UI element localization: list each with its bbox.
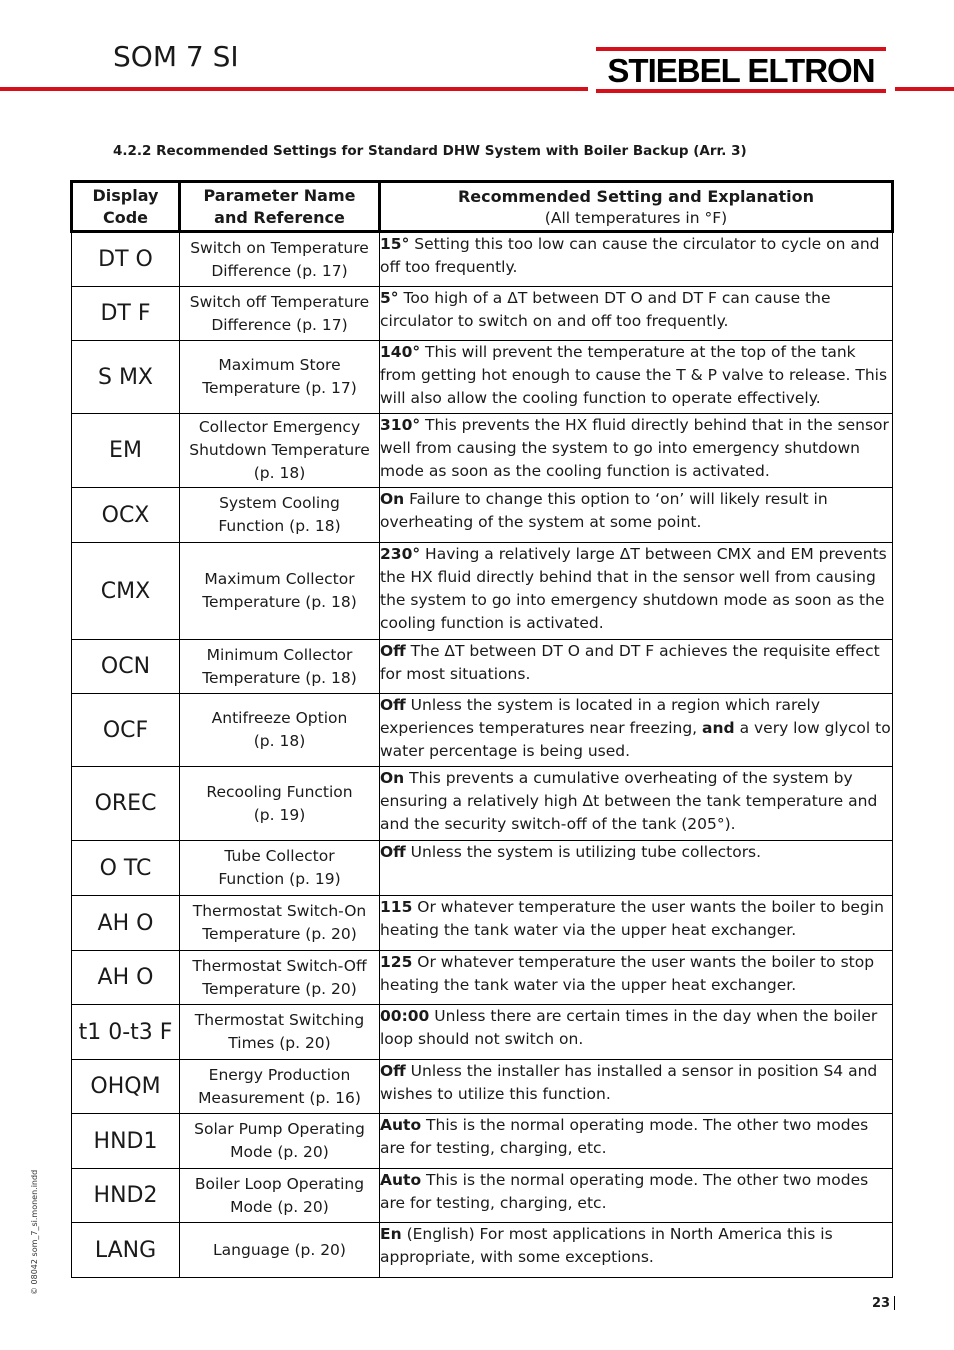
header-code-line2: Code: [102, 207, 149, 227]
setting-explanation: Unless the system is utilizing tube collectors.: [410, 843, 762, 861]
settings-table: [70, 180, 894, 1278]
setting-explanation: Or whatever temperature the user wants the boiler to stop heating the tank water via the upper heat exchanger.: [380, 953, 875, 994]
parameter-line: Times (p. 20): [228, 1034, 331, 1052]
setting-explanation: This is the normal operating mode. The other two modes are for testing, charging, etc.: [380, 1171, 869, 1212]
parameter-name: [180, 488, 380, 543]
header-parameter: [180, 182, 380, 232]
setting-value: 00:00: [380, 1007, 430, 1025]
table-row: [72, 896, 893, 951]
setting-value: Off: [380, 843, 406, 861]
table-row: [72, 841, 893, 896]
page-number-bar: [894, 1296, 895, 1310]
parameter-line: (p. 18): [253, 464, 306, 482]
setting-explanation: This will prevent the temperature at the top of the tank from getting hot enough to cause the T & P valve to release. This will also allow the cooling function to operate effectively.: [380, 343, 888, 407]
header-param-line2: and Reference: [214, 207, 345, 227]
setting-value: Off: [380, 696, 406, 714]
header-rule-right: [895, 87, 954, 91]
brand-logo-text: STIEBEL ELTRON: [607, 51, 875, 89]
header-param-line1: Parameter Name: [203, 185, 356, 205]
parameter-line: Thermostat Switch-On: [192, 902, 367, 920]
table-row: [72, 488, 893, 543]
parameter-line: Difference (p. 17): [211, 261, 348, 280]
recommended-setting: [380, 287, 893, 341]
display-code: DT O: [72, 232, 180, 287]
recommended-setting: [380, 488, 893, 543]
display-code: AH O: [72, 896, 180, 951]
parameter-name: [180, 1005, 380, 1060]
display-code: OHQM: [72, 1060, 180, 1114]
display-code: OCN: [72, 640, 180, 694]
recommended-setting: [380, 767, 893, 841]
setting-explanation: Having a relatively large ΔT between CMX and EM prevents the HX fluid directly behind that in the sensor well from causing the system to go into emergency shutdown mode as soon as the cooling function is activated.: [380, 545, 887, 632]
header-expl-line2: (All temperatures in °F): [544, 208, 728, 227]
parameter-line: Switch on Temperature: [190, 238, 369, 257]
setting-value: 5°: [380, 289, 399, 307]
display-code: AH O: [72, 951, 180, 1005]
parameter-line: (p. 18): [253, 732, 306, 750]
setting-value: 15°: [380, 235, 410, 253]
parameter-name: [180, 951, 380, 1005]
display-code: O TC: [72, 841, 180, 896]
file-reference-text: © 08042 som_7_si.monen.indd: [30, 1169, 39, 1295]
display-code: HND1: [72, 1114, 180, 1169]
parameter-name: [180, 767, 380, 841]
parameter-name: [180, 543, 380, 640]
setting-explanation-cont: a very low glycol to water percentage is being used.: [380, 719, 891, 760]
section-title: 4.2.2 Recommended Settings for Standard DHW System with Boiler Backup (Arr. 3): [113, 143, 747, 159]
brand-logo: [596, 47, 886, 93]
parameter-line: Measurement (p. 16): [198, 1088, 361, 1107]
parameter-name: [180, 841, 380, 896]
recommended-setting: [380, 1005, 893, 1060]
table-row: [72, 951, 893, 1005]
parameter-line: Thermostat Switch-Off: [192, 956, 367, 975]
recommended-setting: [380, 341, 893, 414]
parameter-line: Energy Production: [208, 1065, 351, 1084]
recommended-setting: [380, 694, 893, 767]
setting-value: 115: [380, 898, 413, 916]
parameter-line: Mode (p. 20): [230, 1197, 329, 1216]
parameter-name: [180, 287, 380, 341]
header-rule-left: [0, 87, 588, 91]
setting-explanation: This prevents the HX fluid directly behind that in the sensor well from causing the system to go into emergency shutdown mode as soon as the cooling function is activated.: [380, 416, 889, 480]
setting-value: 140°: [380, 343, 421, 361]
parameter-line: Antifreeze Option: [211, 709, 348, 727]
parameter-line: Shutdown Temperature: [189, 441, 370, 459]
parameter-line: Solar Pump Operating: [194, 1120, 365, 1138]
recommended-setting: [380, 1223, 893, 1278]
table-row: [72, 1169, 893, 1223]
setting-explanation: Or whatever temperature the user wants the boiler to begin heating the tank water via the upper heat exchanger.: [380, 898, 884, 939]
setting-explanation: This prevents a cumulative overheating of the system by ensuring a relatively high Δt between the tank temperature and and the security switch-off of the tank (205°).: [380, 769, 878, 833]
setting-explanation: Too high of a ΔT between DT O and DT F can cause the circulator to switch on and off too frequently.: [380, 289, 831, 330]
table-row: [72, 232, 893, 287]
parameter-name: [180, 1223, 380, 1278]
setting-value: 125: [380, 953, 413, 971]
table-row: [72, 543, 893, 640]
parameter-line: Maximum Collector: [204, 570, 355, 588]
recommended-setting: [380, 640, 893, 694]
recommended-setting: [380, 1060, 893, 1114]
table-row: [72, 1005, 893, 1060]
recommended-setting: [380, 841, 893, 896]
setting-explanation: (English) For most applications in North America this is appropriate, with some exceptions.: [380, 1225, 833, 1266]
parameter-line: Temperature (p. 17): [202, 379, 357, 397]
display-code: CMX: [72, 543, 180, 640]
display-code: DT F: [72, 287, 180, 341]
parameter-name: [180, 232, 380, 287]
setting-value: On: [380, 490, 405, 508]
table-row: [72, 287, 893, 341]
table-row: [72, 414, 893, 488]
table-row: [72, 1060, 893, 1114]
display-code: EM: [72, 414, 180, 488]
display-code: OCF: [72, 694, 180, 767]
setting-value: 230°: [380, 545, 421, 563]
parameter-name: [180, 1060, 380, 1114]
recommended-setting: [380, 1114, 893, 1169]
display-code: LANG: [72, 1223, 180, 1278]
setting-explanation: Setting this too low can cause the circulator to cycle on and off too frequently.: [380, 235, 880, 276]
recommended-setting: [380, 951, 893, 1005]
display-code: HND2: [72, 1169, 180, 1223]
document-title: SOM 7 SI: [113, 40, 239, 73]
parameter-line: Mode (p. 20): [230, 1143, 329, 1161]
parameter-line: Temperature (p. 20): [202, 925, 357, 943]
table-row: [72, 640, 893, 694]
parameter-name: [180, 1114, 380, 1169]
parameter-line: System Cooling: [219, 494, 340, 512]
parameter-name: [180, 414, 380, 488]
parameter-line: Thermostat Switching: [194, 1011, 365, 1029]
setting-value: Auto: [380, 1171, 422, 1189]
setting-explanation: The ΔT between DT O and DT F achieves the requisite effect for most situations.: [380, 642, 880, 683]
table-row: [72, 1114, 893, 1169]
page-number: 23: [872, 1296, 891, 1311]
display-code: S MX: [72, 341, 180, 414]
parameter-line: Function (p. 19): [218, 870, 341, 888]
parameter-name: [180, 896, 380, 951]
parameter-line: Minimum Collector: [206, 645, 353, 664]
table-row: [72, 341, 893, 414]
header-code-line1: Display: [92, 185, 159, 205]
parameter-line: (p. 19): [253, 805, 306, 824]
parameter-name: [180, 640, 380, 694]
display-code: OCX: [72, 488, 180, 543]
table-row: [72, 1223, 893, 1278]
setting-explanation: Unless the installer has installed a sensor in position S4 and wishes to utilize this function.: [380, 1062, 878, 1103]
display-code: t1 0-t3 F: [72, 1005, 180, 1060]
recommended-setting: [380, 1169, 893, 1223]
table-header-row: [72, 182, 893, 232]
setting-value: Off: [380, 1062, 406, 1080]
parameter-name: [180, 694, 380, 767]
parameter-line: Switch off Temperature: [189, 292, 370, 311]
setting-value: Off: [380, 642, 406, 660]
parameter-name: [180, 1169, 380, 1223]
table-row: [72, 694, 893, 767]
header-explanation: [380, 182, 893, 232]
parameter-line: Temperature (p. 20): [202, 979, 357, 998]
parameter-line: Boiler Loop Operating: [194, 1174, 365, 1193]
setting-explanation: Unless the system is located in a region which rarely experiences temperatures near freezing,: [380, 696, 821, 737]
setting-explanation: Failure to change this option to ‘on’ will likely result in overheating of the system at some point.: [380, 490, 828, 531]
display-code: OREC: [72, 767, 180, 841]
parameter-name: [180, 341, 380, 414]
setting-value: En: [380, 1225, 402, 1243]
file-reference: [30, 1165, 40, 1295]
header-display-code: [72, 182, 180, 232]
recommended-setting: [380, 896, 893, 951]
parameter-line: Difference (p. 17): [211, 315, 348, 334]
parameter-line: Recooling Function: [206, 782, 353, 801]
parameter-line: Collector Emergency: [198, 418, 361, 436]
parameter-line: Temperature (p. 18): [202, 593, 357, 611]
parameter-line: Language (p. 20): [213, 1240, 346, 1259]
recommended-setting: [380, 414, 893, 488]
recommended-setting: [380, 543, 893, 640]
setting-explanation: This is the normal operating mode. The other two modes are for testing, charging, etc.: [380, 1116, 869, 1157]
setting-value: 310°: [380, 416, 421, 434]
parameter-line: Maximum Store: [218, 356, 341, 374]
setting-emphasis: and: [702, 719, 735, 737]
parameter-line: Temperature (p. 18): [202, 668, 357, 687]
setting-value: On: [380, 769, 405, 787]
header-expl-line1: Recommended Setting and Explanation: [457, 186, 815, 206]
parameter-line: Function (p. 18): [218, 517, 341, 535]
recommended-setting: [380, 232, 893, 287]
setting-explanation: Unless there are certain times in the day when the boiler loop should not switch on.: [380, 1007, 878, 1048]
setting-value: Auto: [380, 1116, 422, 1134]
table-row: [72, 767, 893, 841]
parameter-line: Tube Collector: [224, 847, 335, 865]
